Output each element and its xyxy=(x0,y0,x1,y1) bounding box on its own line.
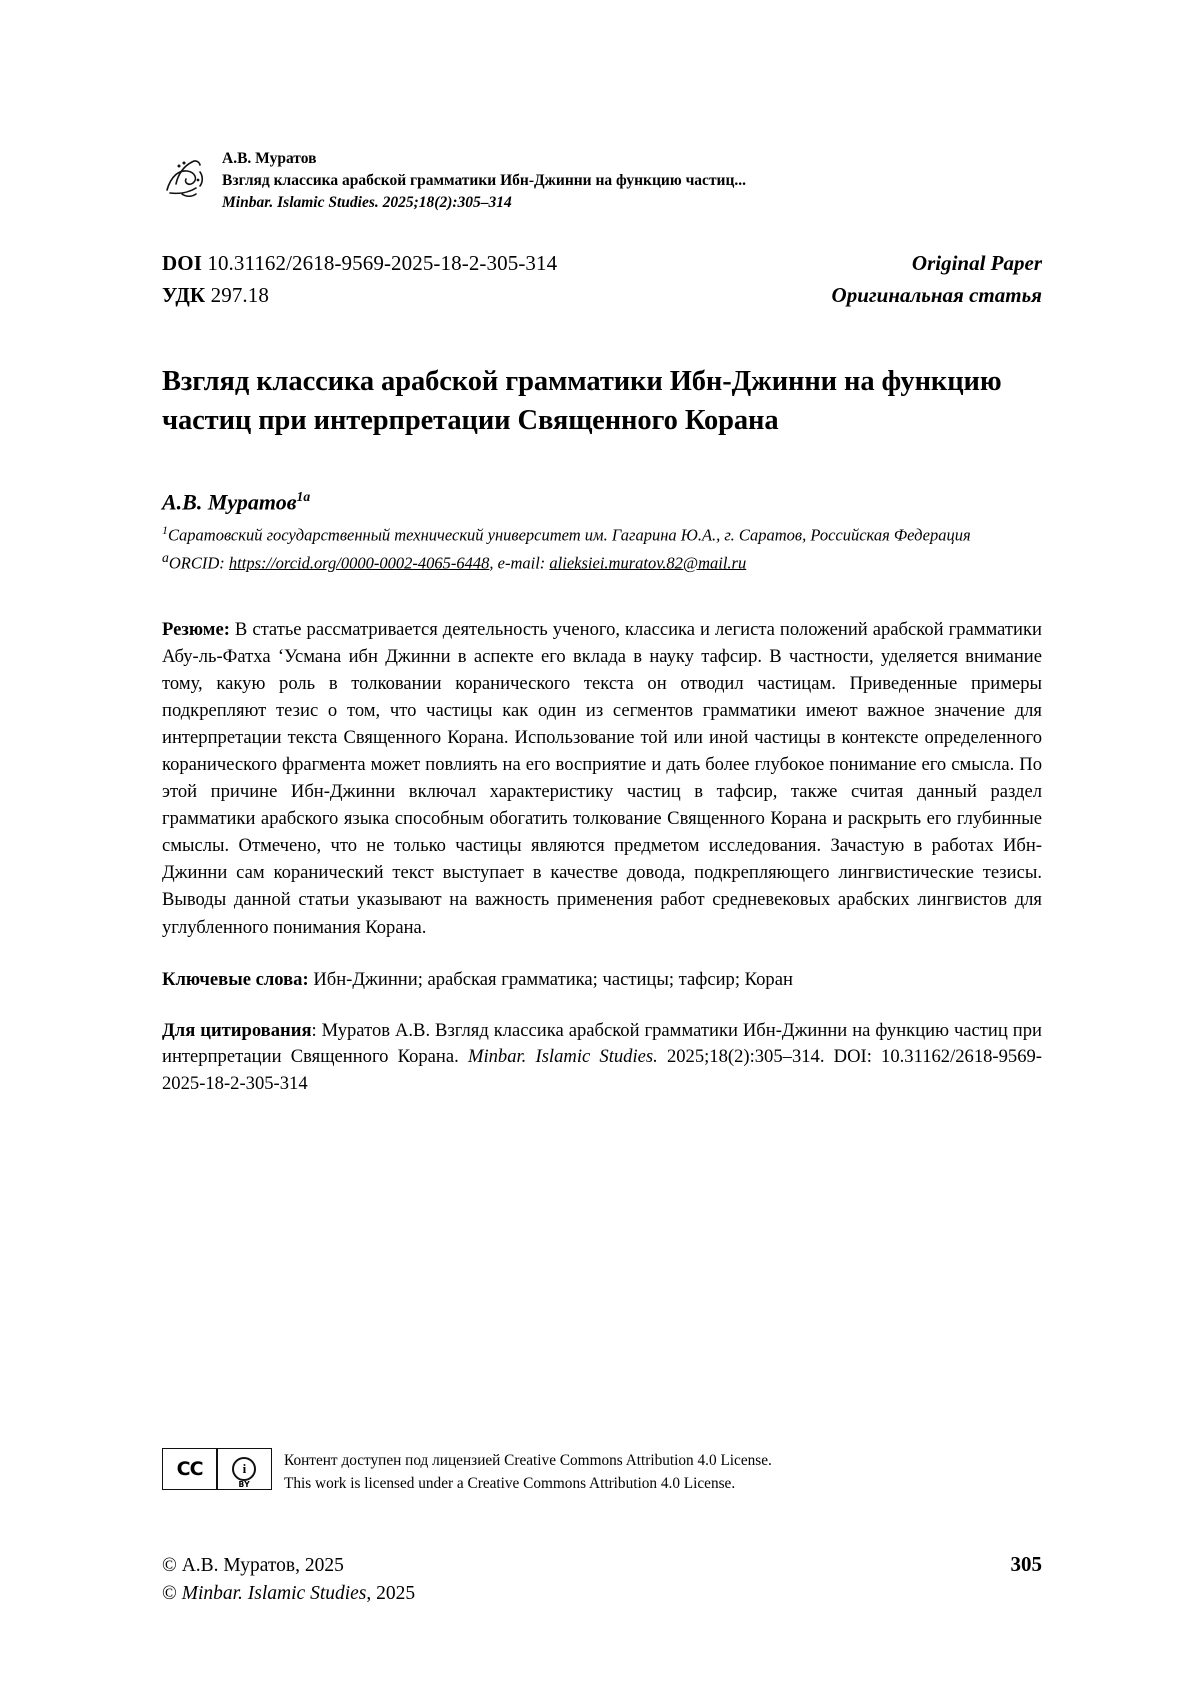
cc-glyph: CC xyxy=(176,1457,203,1480)
keywords-label: Ключевые слова: xyxy=(162,968,309,990)
cc-logo-half xyxy=(163,1449,216,1489)
doi-block xyxy=(162,248,557,280)
running-head-journal-issue: 2025;18(2):305–314 xyxy=(382,194,512,211)
keywords xyxy=(162,967,1042,994)
creative-commons-by-badge-icon xyxy=(162,1448,272,1490)
copyright-author: © А.В. Муратов, 2025 xyxy=(162,1555,344,1576)
citation-label: Для цитирования xyxy=(162,1019,312,1041)
orcid-line: $^a$ORCID: https://orcid.org/0000-0002-4065-6448, e-mail: alieksiei.muratov.82@mail.ru xyxy=(162,549,747,573)
copyright-journal xyxy=(162,1580,415,1608)
running-head-author: А.В. Муратов xyxy=(222,150,317,167)
page-content xyxy=(162,148,1042,1098)
citation-text-before: : Муратов А.В. Взгляд классика арабской грамматики Ибн-Джинни на функцию частиц при интерпретации Священного Корана. xyxy=(162,1019,1042,1068)
page-footer xyxy=(162,1552,1042,1607)
cc-by-half xyxy=(218,1449,271,1489)
running-head-journal-name: Minbar. Islamic Studies. xyxy=(222,194,379,211)
abstract-label: Резюме: xyxy=(162,618,230,640)
affiliation-text: Саратовский государственный технический университет им. Гагарина Ю.А., г. Саратов, Российская Федерация xyxy=(167,525,971,545)
page-title: Взгляд классика арабской грамматики Ибн-Джинни на функцию частиц при интерпретации Священного Корана xyxy=(162,366,1002,436)
author-name: А.В. Муратов xyxy=(162,488,297,514)
copyright-journal-name: Minbar. Islamic Studies xyxy=(181,1582,367,1604)
copyright-block xyxy=(162,1552,415,1607)
affiliation xyxy=(162,522,1042,548)
citation-journal: Minbar. Islamic Studies. xyxy=(467,1046,658,1068)
running-head-lines xyxy=(222,148,746,214)
author-line xyxy=(162,489,1042,515)
page-number: 305 xyxy=(1010,1552,1042,1576)
license-line-ru: Контент доступен под лицензией Creative Commons Attribution 4.0 License. xyxy=(284,1452,772,1469)
paper-type-en: Original Paper xyxy=(911,251,1042,275)
copyright-journal-year: , 2025 xyxy=(366,1582,416,1604)
doi-label: DOI xyxy=(162,251,202,275)
running-head-short-title: Взгляд классика арабской грамматики Ибн-Джинни на функцию частиц... xyxy=(222,172,747,189)
person-icon: i xyxy=(232,1457,256,1481)
udk-label: УДК xyxy=(162,282,206,307)
email-label: e-mail: xyxy=(497,553,546,573)
running-head-journal xyxy=(222,192,746,214)
orcid-label: ORCID: xyxy=(168,553,225,573)
udk-row xyxy=(162,280,1042,312)
islamic-calligraphy-logo-icon xyxy=(162,150,208,202)
paper-type-ru: Оригинальная статья xyxy=(831,282,1042,307)
abstract-text: В статье рассматривается деятельность ученого, классика и легиста положений арабской грамматики Абу-ль-Фатха ‘Усмана ибн Джинни в аспекте его вклада в науку тафсир. В частности, уделяется внимание тому, какую роль в толковании коранического текста он отводил частицам. Приведенные примеры подкрепляют тезис о том, что частицы как один из сегментов грамматики имеют важное значение для интерпретации текста Священного Корана. Использование той или иной частицы в контексте определенного коранического фрагмента может повлиять на его восприятие и дать более глубокое понимание его смысла. По этой причине Ибн-Джинни включал характеристику частиц в тафсир, также считая данный раздел грамматики арабского языка способным обогатить толкование Священного Корана и раскрыть его глубинные смыслы. Отмечено, что не только частицы являются предметом исследования. Зачастую в работах Ибн-Джинни сам коранический текст выступает в качестве довода, подкрепляющего лингвистические тезисы. Выводы данной статьи указывают на важность применения работ средневековых арабских лингвистов для углубленного понимания Корана. xyxy=(162,618,1042,938)
abstract xyxy=(162,616,1042,941)
orcid-mark: a xyxy=(162,549,169,565)
license-block xyxy=(162,1448,1042,1496)
udk-block xyxy=(162,280,269,312)
citation-text-after: 2025;18(2):305–314. DOI: 10.31162/2618-9569-2025-18-2-305-314 xyxy=(162,1046,1043,1095)
citation-block xyxy=(162,1018,1042,1099)
running-head xyxy=(162,148,1042,214)
author-marks: 1a xyxy=(296,488,311,504)
keywords-text: Ибн-Джинни; арабская грамматика; частицы; тафсир; Коран xyxy=(313,968,793,990)
by-glyph: BY xyxy=(238,1480,251,1489)
license-line-en: This work is licensed under a Creative Commons Attribution 4.0 License. xyxy=(284,1475,736,1493)
orcid-url[interactable]: https://orcid.org/0000-0002-4065-6448 xyxy=(228,553,490,573)
author-email[interactable]: alieksiei.muratov.82@mail.ru xyxy=(549,553,747,573)
doi-value: 10.31162/2618-9569-2025-18-2-305-314 xyxy=(207,251,558,275)
doi-row xyxy=(162,248,1042,280)
udk-value: 297.18 xyxy=(210,282,269,307)
license-text xyxy=(284,1448,772,1496)
copyright-symbol: © xyxy=(162,1582,182,1604)
affiliation-mark: 1 xyxy=(162,522,168,537)
